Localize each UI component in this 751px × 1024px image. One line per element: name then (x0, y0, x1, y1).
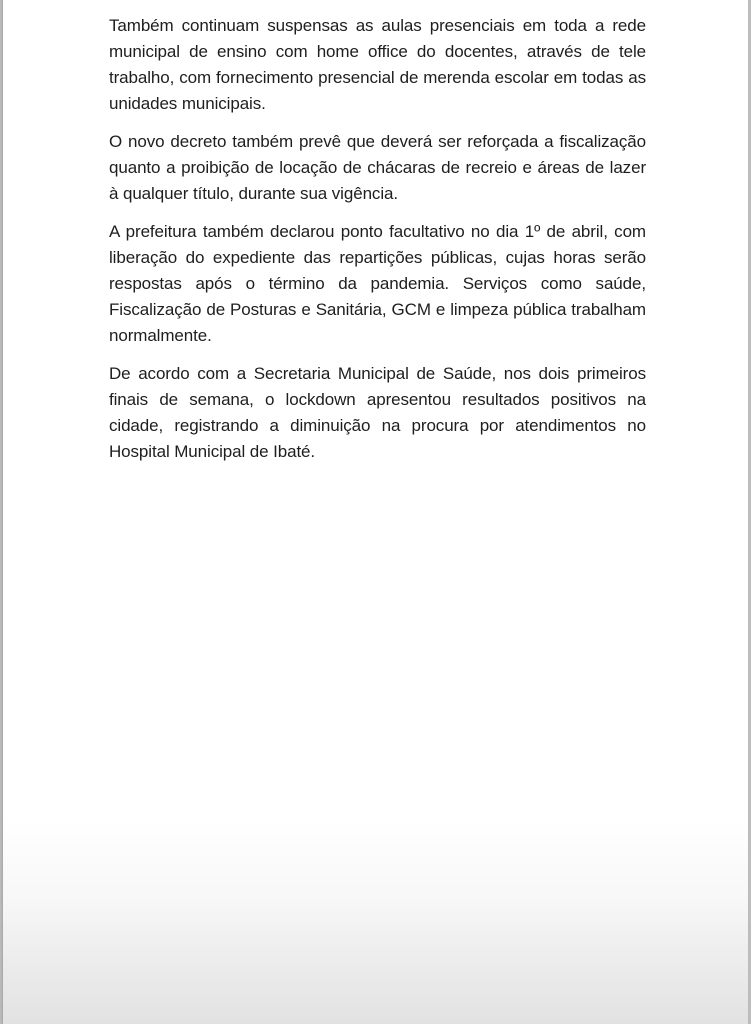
paragraph-lockdown: De acordo com a Secretaria Municipal de Saúde, nos dois primeiros finais de semana, o lockdown apresentou resultados positivos na cidade, registrando a diminuição na procura por atendimentos no Hospital Municipal de Ibaté. (109, 364, 646, 461)
document-body (109, 13, 646, 477)
paragraph-decreto: O novo decreto também prevê que deverá ser reforçada a fiscalização quanto a proibição de locação de chácaras de recreio e áreas de lazer à qualquer título, durante sua vigência. (109, 132, 646, 203)
paragraph-aulas: Também continuam suspensas as aulas presenciais em toda a rede municipal de ensino com home office do docentes, através de tele trabalho, com fornecimento presencial de merenda escolar em todas as unidades municipais. (109, 16, 646, 113)
paragraph-ponto-facultativo: A prefeitura também declarou ponto facultativo no dia 1º de abril, com liberação do expediente das repartições públicas, cujas horas serão respostas após o término da pandemia. Serviços como saúde, Fiscalização de Posturas e Sanitária, GCM e limpeza pública trabalham normalmente. (109, 222, 646, 345)
document-page[interactable] (3, 0, 748, 1024)
